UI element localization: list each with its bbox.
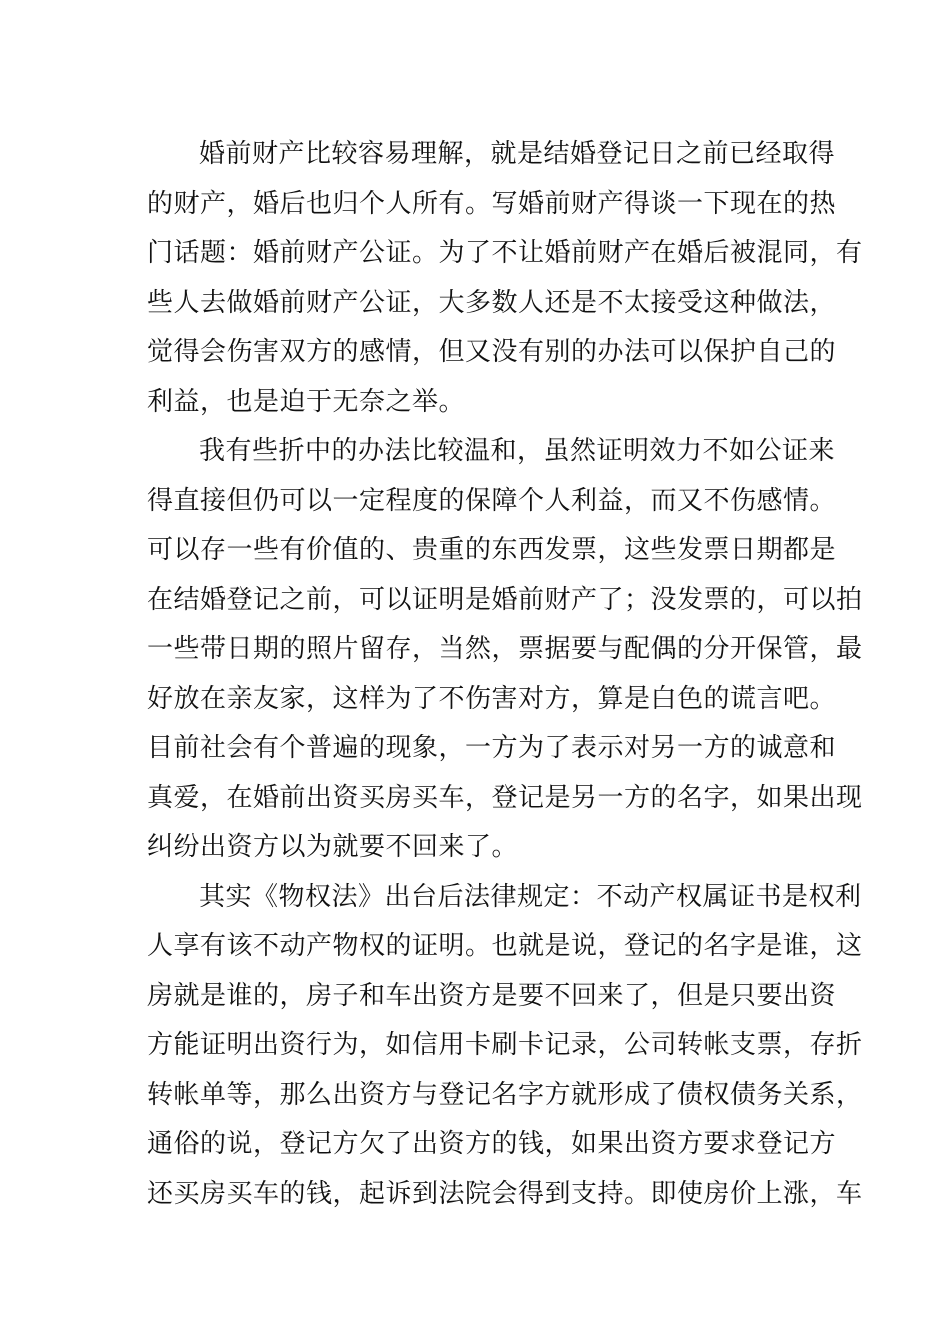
paragraph-line: 觉得会伤害双方的感情，但又没有别的办法可以保护自己的	[147, 337, 837, 367]
paragraph-line: 方能证明出资行为，如信用卡刷卡记录，公司转帐支票，存折	[147, 1030, 863, 1060]
paragraph-line: 可以存一些有价值的、贵重的东西发票，这些发票日期都是	[147, 535, 837, 565]
paragraph-line: 转帐单等，那么出资方与登记名字方就形成了债权债务关系，	[147, 1079, 863, 1110]
body-text	[147, 130, 863, 1219]
paragraph-line: 纠纷出资方以为就要不回来了。	[147, 832, 519, 862]
paragraph-line: 一些带日期的照片留存，当然，票据要与配偶的分开保管，最	[147, 634, 863, 664]
paragraph-line: 得直接但仍可以一定程度的保障个人利益，而又不伤感情。	[147, 485, 837, 516]
paragraph-line: 好放在亲友家，这样为了不伤害对方，算是白色的谎言吧。	[147, 683, 837, 714]
paragraph-line: 其实《物权法》出台后法律规定：不动产权属证书是权利	[199, 881, 862, 912]
paragraph-line: 目前社会有个普遍的现象，一方为了表示对另一方的诚意和	[147, 733, 837, 763]
paragraph-line: 门话题：婚前财产公证。为了不让婚前财产在婚后被混同，有	[147, 238, 863, 268]
paragraph-line: 的财产，婚后也归个人所有。写婚前财产得谈一下现在的热	[147, 188, 837, 219]
paragraph-line: 婚前财产比较容易理解，就是结婚登记日之前已经取得	[199, 139, 836, 169]
paragraph-line: 利益，也是迫于无奈之举。	[147, 386, 466, 417]
paragraph-line: 通俗的说，登记方欠了出资方的钱，如果出资方要求登记方	[147, 1129, 837, 1159]
paragraph-line: 在结婚登记之前，可以证明是婚前财产了；没发票的，可以拍	[147, 584, 863, 615]
paragraph-line: 房就是谁的，房子和车出资方是要不回来了，但是只要出资	[147, 980, 837, 1011]
paragraph-line: 人享有该不动产物权的证明。也就是说，登记的名字是谁，这	[147, 931, 863, 961]
paragraph-line: 还买房买车的钱，起诉到法院会得到支持。即使房价上涨，车	[147, 1178, 863, 1209]
paragraph-line: 我有些折中的办法比较温和，虽然证明效力不如公证来	[199, 436, 836, 466]
paragraph-line: 些人去做婚前财产公证，大多数人还是不太接受这种做法，	[147, 287, 837, 318]
paragraph-line: 真爱，在婚前出资买房买车，登记是另一方的名字，如果出现	[147, 782, 863, 813]
